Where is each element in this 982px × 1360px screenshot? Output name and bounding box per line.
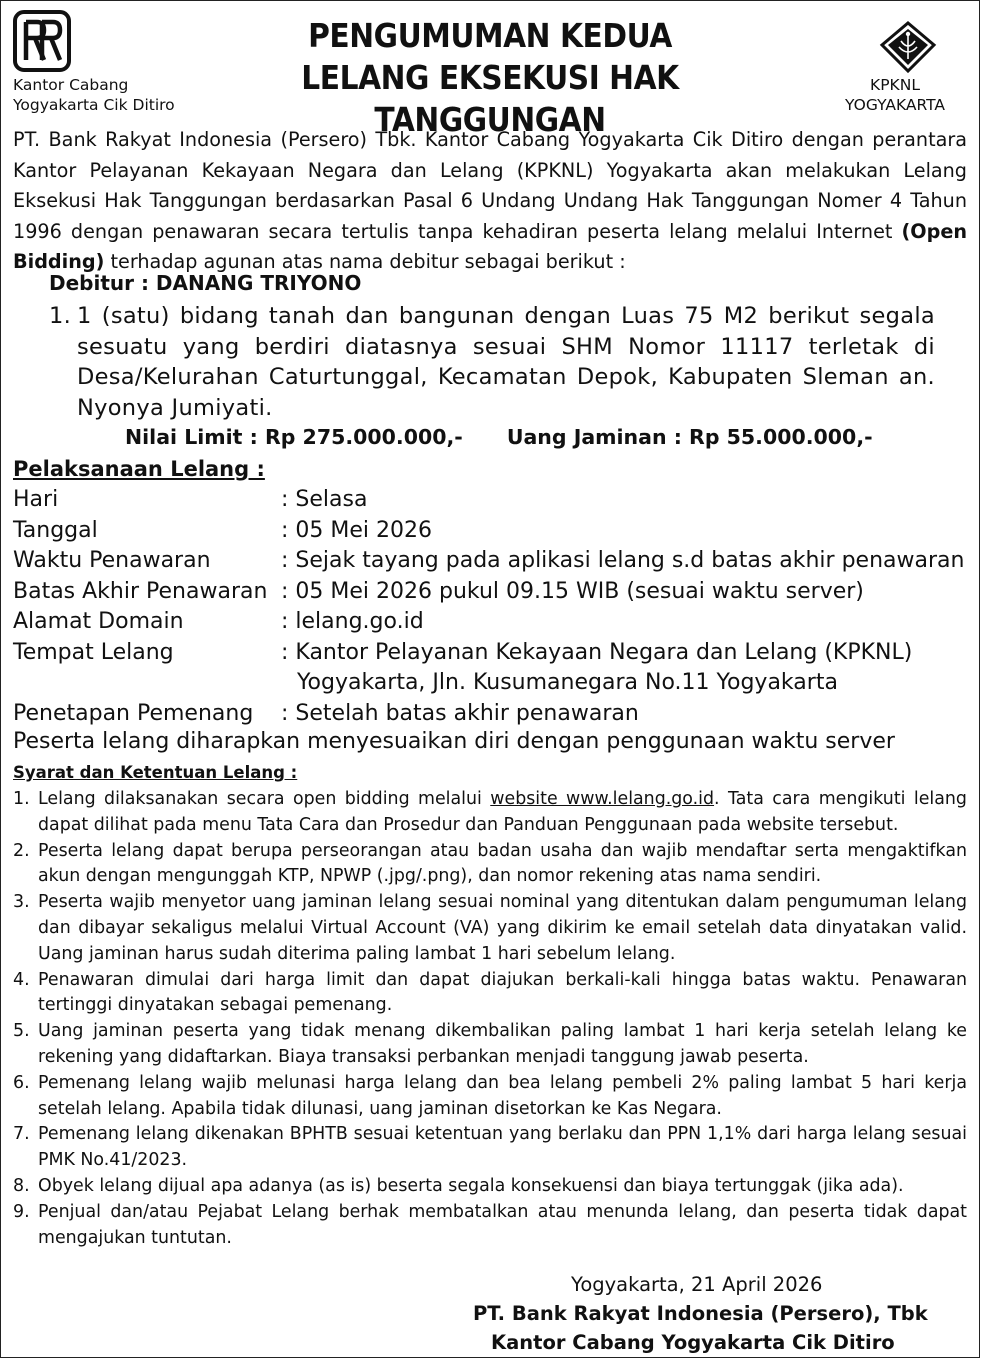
- row-label: Hari: [13, 487, 59, 512]
- title-line1: PENGUMUMAN KEDUA: [308, 16, 672, 55]
- kpknl-line1: KPKNL: [870, 76, 920, 94]
- row-label: Batas Akhir Penawaran: [13, 578, 268, 604]
- item-text: Pemenang lelang dikenakan BPHTB sesuai ketentuan yang berlaku dan PPN 1,1% dari harga lelang sesuai PMK No.41/2023.: [38, 1124, 967, 1171]
- row-label: Tanggal: [13, 517, 98, 543]
- object-description: 1 (satu) bidang tanah dan bangunan dengan Luas 75 M2 berikut segala sesuatu yang berdiri diatasnya sesuai SHM Nomor 11117 terletak di Desa/Kelurahan Caturtunggal, Kecamatan Depok, Kabupaten Sleman an. Nyonya Jumiyati.: [77, 303, 935, 421]
- signer-company: PT. Bank Rakyat Indonesia (Persero), Tbk: [473, 1302, 928, 1325]
- row-label: Alamat Domain: [13, 609, 184, 634]
- intro-paragraph: [13, 125, 967, 278]
- item-text: Uang jaminan peserta yang tidak menang dikembalikan paling lambat 1 hari kerja setelah lelang ke rekening yang didaftarkan. Biaya transaksi perbankan menjadi tanggung jawab peserta.: [38, 1021, 967, 1067]
- terms-list: [13, 787, 967, 1251]
- list-item: [13, 968, 967, 1020]
- bank-branch-label: [13, 75, 175, 115]
- row-label: Waktu Penawaran: [13, 548, 211, 573]
- website-link[interactable]: website www.lelang.go.id: [490, 789, 715, 809]
- header: [1, 1, 979, 139]
- jaminan-value: Uang Jaminan : Rp 55.000.000,-: [506, 425, 873, 449]
- kpknl-line2: YOGYAKARTA: [845, 96, 945, 114]
- item-text: Peserta wajib menyetor uang jaminan lelang sesuai nominal yang ditentukan dalam pengumuman lelang dan dibayar sekaligus melalui Virtual Account (VA) yang dikirim ke email setelah data dinyatakan valid. Uang jaminan harus sudah diterima paling lambat 1 hari sebelum lelang.: [38, 892, 967, 964]
- row-value: : Sejak tayang pada aplikasi lelang s.d batas akhir penawaran: [281, 548, 965, 573]
- kpknl-label: [825, 75, 965, 115]
- intro-tail: terhadap agunan atas nama debitur sebagai berikut :: [104, 250, 626, 273]
- item-number: 3.: [13, 892, 30, 913]
- place-date: Yogyakarta, 21 April 2026: [571, 1273, 823, 1296]
- item-text: Peserta lelang dapat berupa perseorangan atau badan usaha dan wajib mendaftar serta mengaktifkan akun dengan mengunggah KTP, NPWP (.jpg/.png), dan nomor rekening atas nama sendiri.: [38, 840, 967, 887]
- signer-branch: Kantor Cabang Yogyakarta Cik Ditiro: [491, 1331, 895, 1354]
- list-item: [13, 890, 967, 967]
- list-item: [13, 787, 967, 839]
- item-text: Obyek lelang dijual apa adanya (as is) beserta segala konsekuensi dan biaya tertunggak (jika ada).: [38, 1175, 904, 1196]
- pelaksanaan-heading: Pelaksanaan Lelang :: [13, 457, 265, 481]
- object-number: 1.: [49, 303, 72, 329]
- intro-text: PT. Bank Rakyat Indonesia (Persero) Tbk. Kantor Cabang Yogyakarta Cik Ditiro dengan perantara Kantor Pelayanan Kekayaan Negara dan Lelang (KPKNL) Yogyakarta akan melakukan Lelang Eksekusi Hak Tanggungan berdasarkan Pasal 6 Undang Undang Hak Tanggungan Nomer 4 Tahun 1996 dengan penawaran secara tertulis tanpa kehadiran peserta lelang melalui Internet: [13, 128, 967, 243]
- bri-logo-icon: [13, 10, 71, 72]
- item-number: 7.: [13, 1124, 30, 1145]
- row-label: Tempat Lelang: [13, 639, 174, 665]
- row-value: : lelang.go.id: [281, 609, 424, 634]
- row-label: Penetapan Pemenang: [13, 700, 254, 726]
- kemenkeu-emblem-icon: [879, 21, 937, 73]
- list-item: [13, 1019, 967, 1071]
- item-text: Pemenang lelang wajib melunasi harga lelang dan bea lelang pembeli 2% paling lambat 5 hari kerja setelah lelang. Apabila tidak dilunasi, uang jaminan disetorkan ke Kas Negara.: [38, 1072, 967, 1119]
- bank-branch-line2: Yogyakarta Cik Ditiro: [13, 96, 175, 114]
- row-value-line1: : Kantor Pelayanan Kekayaan Negara dan Lelang (KPKNL): [281, 639, 913, 665]
- item-number: 1.: [13, 789, 30, 809]
- price-line: [125, 425, 873, 449]
- item-text: . Tata cara mengikuti lelang dapat dilihat pada menu Tata Cara dan Prosedur dan Panduan Penggunaan pada website tersebut.: [38, 789, 967, 835]
- item-number: 9.: [13, 1201, 30, 1222]
- row-value: : 05 Mei 2026 pukul 09.15 WIB (sesuai waktu server): [281, 578, 864, 604]
- item-text: Penjual dan/atau Pejabat Lelang berhak membatalkan atau menunda lelang, dan peserta tidak dapat mengajukan tuntutan.: [38, 1201, 967, 1248]
- limit-value: Nilai Limit : Rp 275.000.000,-: [125, 425, 463, 449]
- intro-open-bidding: (Open Bidding): [13, 219, 967, 273]
- row-value: : Selasa: [281, 487, 368, 512]
- list-item: [13, 1122, 967, 1174]
- list-item: [13, 1174, 967, 1200]
- item-number: 6.: [13, 1072, 30, 1093]
- list-item: [13, 1200, 967, 1252]
- syarat-heading: Syarat dan Ketentuan Lelang :: [13, 763, 298, 782]
- item-number: 8.: [13, 1175, 30, 1196]
- title-line2: LELANG EKSEKUSI HAK TANGGUNGAN: [301, 58, 679, 139]
- row-value-line2: Yogyakarta, Jln. Kusumanegara No.11 Yogyakarta: [297, 670, 838, 695]
- list-item: [13, 839, 967, 891]
- item-text: Lelang dilaksanakan secara open bidding melalui: [38, 789, 491, 809]
- bank-branch-line1: Kantor Cabang: [13, 76, 129, 94]
- auction-object: [49, 301, 935, 423]
- list-item: [13, 1071, 967, 1123]
- item-number: 5.: [13, 1021, 30, 1042]
- server-time-note: Peserta lelang diharapkan menyesuaikan diri dengan penggunaan waktu server: [13, 729, 895, 754]
- row-value: [281, 638, 912, 699]
- row-value: : Setelah batas akhir penawaran: [281, 700, 639, 726]
- row-value: : 05 Mei 2026: [281, 517, 433, 543]
- item-text: Penawaran dimulai dari harga limit dan dapat diajukan berkali-kali hingga batas waktu. Penawaran tertinggi dinyatakan sebagai pemenang.: [38, 969, 967, 1016]
- item-number: 2.: [13, 840, 30, 861]
- debitur-name: Debitur : DANANG TRIYONO: [49, 271, 362, 295]
- page-title: [185, 15, 795, 141]
- item-number: 4.: [13, 969, 30, 990]
